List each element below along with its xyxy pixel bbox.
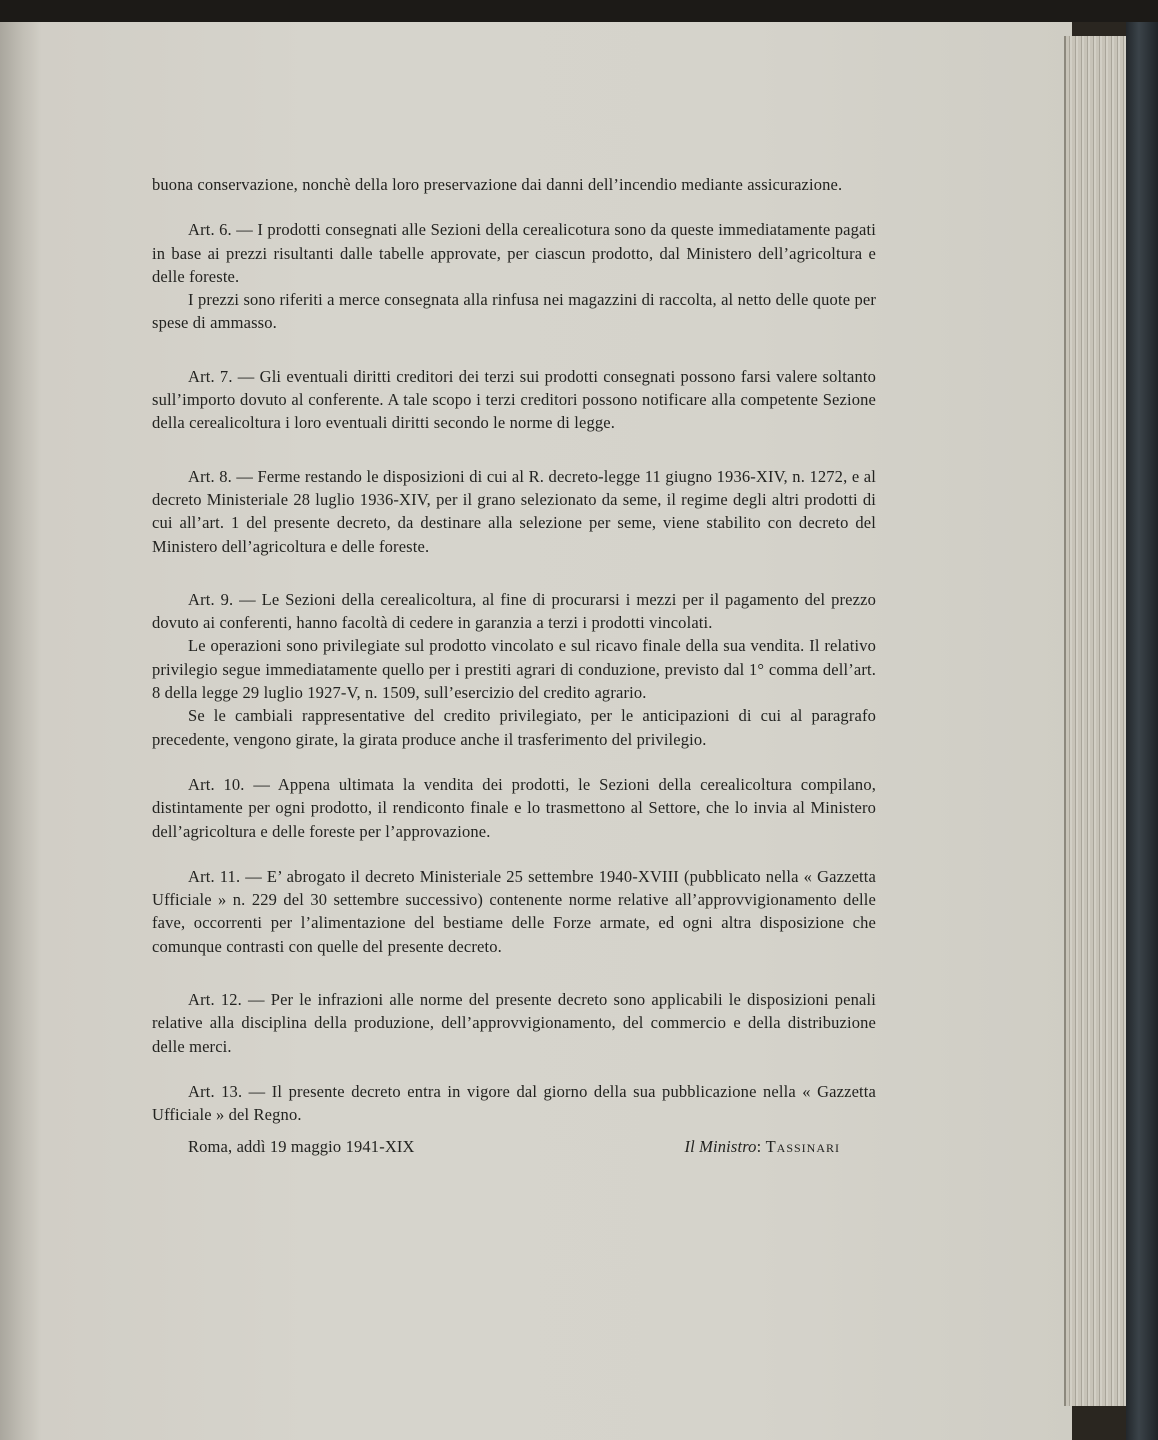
article-6-paragraph-2: I prezzi sono riferiti a merce consegnata alla rinfusa nei magazzini di raccolta, al netto delle quote per spese di ammasso. xyxy=(152,290,876,333)
document-body xyxy=(152,173,876,1158)
article-9-paragraph-1: Art. 9. — Le Sezioni della cerealicoltura, al fine di procurarsi i mezzi per il pagamento del prezzo dovuto ai conferenti, hanno facoltà di cedere in garanzia a terzi i prodotti vincolati. xyxy=(152,589,876,633)
article-9-paragraph-3: Se le cambiali rappresentative del credito privilegiato, per le anticipazioni di cui al paragrafo precedente, vengono girate, la girata produce anche il trasferimento del privilegio. xyxy=(152,706,876,749)
article-10-paragraph-1: Art. 10. — Appena ultimata la vendita dei prodotti, le Sezioni della cerealicoltura compilano, distintamente per ogni prodotto, il rendiconto finale e lo trasmettono al Settore, che lo invia al Ministero dell’agricoltura e delle foreste per l’approvazione. xyxy=(152,774,876,841)
scan-top-border xyxy=(0,0,1158,22)
place-and-date: Roma, addì 19 maggio 1941-XIX xyxy=(188,1136,415,1156)
article-13-paragraph-1: Art. 13. — Il presente decreto entra in vigore dal giorno della sua pubblicazione nella « Gazzetta Ufficiale » del Regno. xyxy=(152,1081,876,1125)
article-7-paragraph-1: Art. 7. — Gli eventuali diritti creditori dei terzi sui prodotti consegnati possono farsi valere soltanto sull’importo dovuto al conferente. A tale scopo i terzi creditori possono notificare alla competente Sezione della cerealicoltura i loro eventuali diritti secondo le norme di legge. xyxy=(152,366,876,433)
article-9-paragraph-2: Le operazioni sono privilegiate sul prodotto vincolato e sul ricavo finale della sua vendita. Il relativo privilegio segue immediatamente quello per i prestiti agrari di conduzione, previsto dal 1° comma dell’art. 8 della legge 29 luglio 1927-V, n. 1509, sull’esercizio del credito agrario. xyxy=(152,636,876,703)
article-6-paragraph-1: Art. 6. — I prodotti consegnati alle Sezioni della cerealicotura sono da queste immediatamente pagati in base ai prezzi risultanti dalle tabelle approvate, per ciascun prodotto, dal Ministero dell’agricoltura e delle foreste. xyxy=(152,220,876,286)
continuation-paragraph: buona conservazione, nonchè della loro preservazione dai danni dell’incendio mediante assicurazione. xyxy=(152,175,843,194)
minister-label: Il Ministro xyxy=(684,1136,757,1156)
minister-name: Tassinari xyxy=(765,1136,840,1156)
book-page-edges xyxy=(1064,36,1128,1406)
article-11-paragraph-1: Art. 11. — E’ abrogato il decreto Ministeriale 25 settembre 1940-XVIII (pubblicato nella « Gazzetta Ufficiale » n. 229 del 30 settembre successivo) contenente norme relative all’approvvigionamento delle fave, occorrenti per l’alimentazione del bestiame delle Forze armate, ed ogni altra disposizione che comunque contrasti con quelle del presente decreto. xyxy=(152,866,876,956)
article-8-paragraph-1: Art. 8. — Ferme restando le disposizioni di cui al R. decreto-legge 11 giugno 1936-XIV, n. 1272, e al decreto Ministeriale 28 luglio 1936-XIV, per il grano selezionato da seme, il regime degli altri prodotti di cui all’art. 1 del presente decreto, da destinare alla selezione per seme, viene stabilito con decreto del Ministero dell’agricoltura e delle foreste. xyxy=(152,466,876,556)
book-cover-edge xyxy=(1126,22,1158,1440)
article-12-paragraph-1: Art. 12. — Per le infrazioni alle norme del presente decreto sono applicabili le disposizioni penali relative alla disciplina della produzione, dell’approvvigionamento, del commercio e della distribuzione delle merci. xyxy=(152,990,876,1056)
minister-signature: Il Ministro: Tassinari xyxy=(684,1136,840,1156)
signature-line xyxy=(152,1135,876,1158)
page-gutter-shadow xyxy=(0,22,40,1440)
